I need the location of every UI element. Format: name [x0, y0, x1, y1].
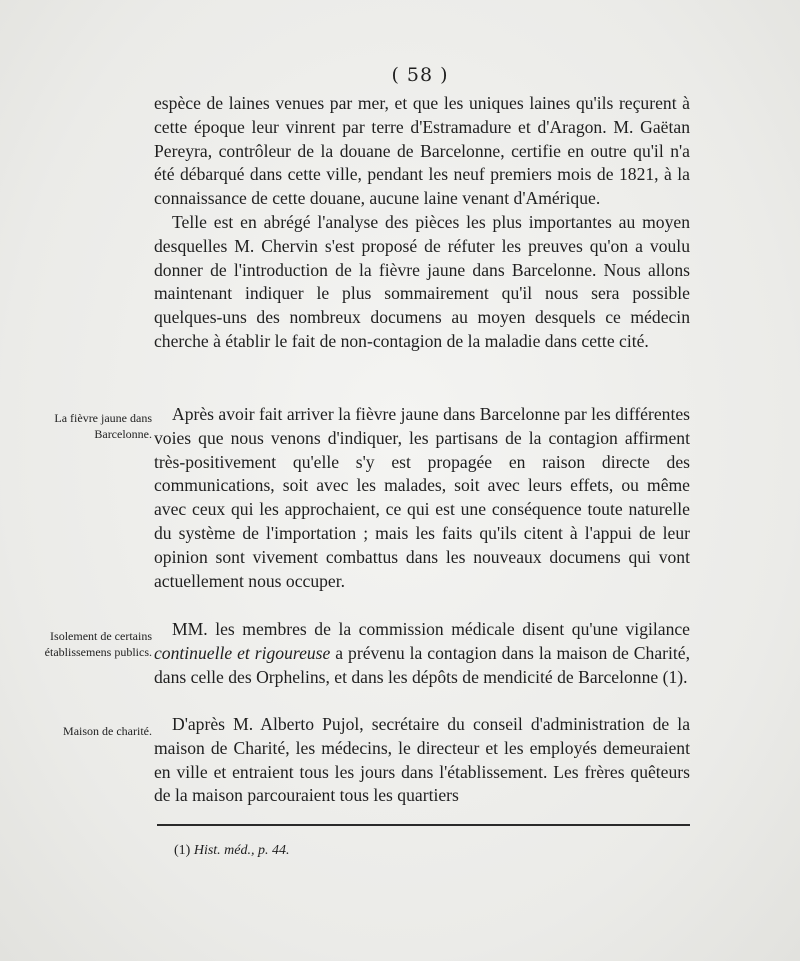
commission-text-end: a prévenu la contagion dans la maison de Charité, dans celle des Orphelins, et dans les dépôts de mendicité de Barcelonne (1). — [154, 642, 690, 687]
paragraph-continued: espèce de laines venues par mer, et que les uniques laines qu'ils reçurent à cette époque leur vinrent par terre d'Estramadure et d'Aragon. M. Gaëtan Pereyra, contrôleur de la douane de Barcelonne, certifie en outre qu'il n'a été débarqué dans cette ville, pendant les neuf premiers mois de 1821, à la connaissance de cette douane, aucune laine venant d'Amérique. — [154, 93, 690, 209]
body-text-top — [154, 92, 690, 354]
body-text-pujol — [154, 713, 690, 808]
commission-italic: continuelle et rigoureuse — [154, 642, 331, 663]
paragraph-commission — [154, 618, 690, 689]
paragraph-analyse: Telle est en abrégé l'analyse des pièces les plus importantes au moyen desquelles M. Chervin s'est proposé de réfuter les preuves qu'on a voulu donner de l'introduction de la fièvre jaune dans Barcelonne. Nous allons maintenant indiquer le plus sommairement qu'il nous sera possible quelques-uns des nombreux documens au moyen desquels ce médecin cherche à établir le fait de non-contagion de la maladie dans cette cité. — [154, 211, 690, 351]
paragraph-pujol: D'après M. Alberto Pujol, secrétaire du conseil d'administration de la maison de Charité, les médecins, le directeur et les employés demeuraient en ville et entraient tous les jours dans l'établissement. Les frères quêteurs de la maison parcouraient tous les quartiers — [154, 714, 690, 806]
margin-note-fievre-jaune: La fièvre jaune dans Barcelonne. — [54, 411, 152, 441]
footnote — [174, 843, 290, 859]
margin-note-maison: Maison de charité. — [63, 724, 152, 738]
body-text-contagion — [154, 403, 690, 593]
footnote-text: Hist. méd., p. 44. — [193, 843, 290, 858]
margin-note-isolement: Isolement de certains établissemens publics. — [44, 629, 152, 659]
paragraph-contagion: Après avoir fait arriver la fièvre jaune dans Barcelonne par les différentes voies que nous venons d'indiquer, les partisans de la contagion affirment très-positivement qu'elle s'y est propagée en raison directe des communications, soit avec les malades, soit avec leurs effets, ou même avec ceux qui les approchaient, ce qui est une conséquence toute naturelle du système de l'importation ; mais les faits qu'ils citent à l'appui de leur opinion sont vivement combattus dans les nouveaux documens qui vont actuellement nous occuper. — [154, 404, 690, 591]
footnote-rule — [157, 824, 690, 826]
footnote-marker: (1) — [174, 843, 194, 858]
page-number: ( 58 ) — [391, 64, 449, 86]
body-text-commission — [154, 618, 690, 689]
commission-text-start: MM. les membres de la commission médicale disent qu'une vigilance — [172, 619, 690, 639]
